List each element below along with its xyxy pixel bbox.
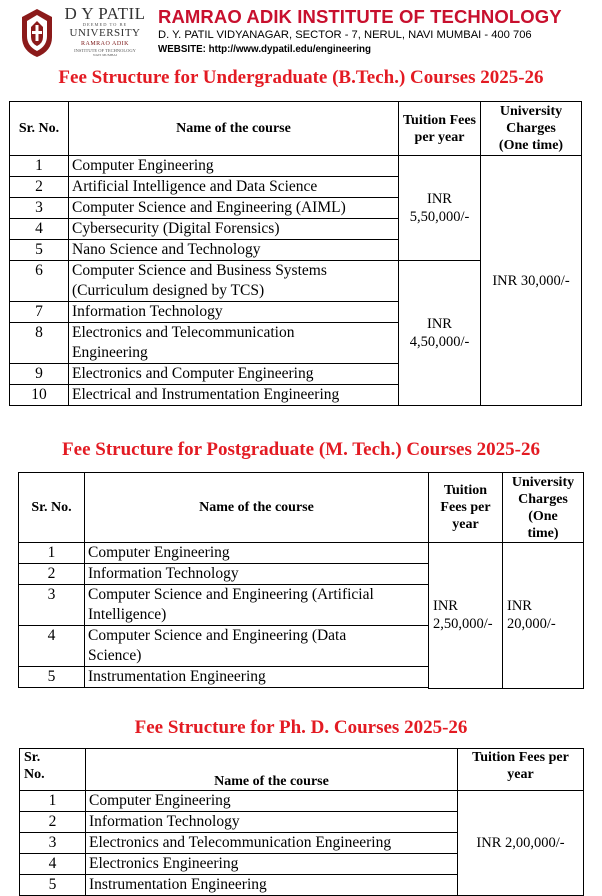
sr-no: 7 <box>10 302 69 323</box>
table-row <box>10 156 582 177</box>
tuition-fee-group-2: INR 4,50,000/- <box>399 261 481 406</box>
sr-no: 4 <box>10 219 69 240</box>
ug-title: Fee Structure for Undergraduate (B.Tech.) Courses 2025-26 <box>58 67 544 88</box>
header-course-name: Name of the course <box>85 473 429 543</box>
course-name: Electronics and Telecommunication Engineering <box>86 833 458 854</box>
institute-name: RAMRAO ADIK INSTITUTE OF TECHNOLOGY <box>158 6 562 27</box>
course-name: Artificial Intelligence and Data Science <box>69 177 399 198</box>
university-logo <box>4 3 152 63</box>
sr-no: 2 <box>19 564 85 585</box>
header-course-name: Name of the course <box>69 102 399 156</box>
header-sr-no: Sr. No. <box>10 102 69 156</box>
logo-university: UNIVERSITY <box>69 26 141 39</box>
course-name: Information Technology <box>85 564 429 585</box>
sr-no: 2 <box>20 812 86 833</box>
sr-no: 5 <box>10 240 69 261</box>
sr-no: 9 <box>10 364 69 385</box>
phd-title: Fee Structure for Ph. D. Courses 2025-26 <box>134 717 468 738</box>
sr-no: 2 <box>10 177 69 198</box>
sr-no: 3 <box>19 585 85 626</box>
sr-no: 4 <box>19 626 85 667</box>
sr-no: 10 <box>10 385 69 406</box>
spacer-cell <box>19 688 85 689</box>
header-sr-no: Sr. No. <box>19 473 85 543</box>
sr-no: 5 <box>20 875 86 896</box>
logo-wordmark <box>60 5 150 58</box>
logo-ramrao: RAMRAO ADIK <box>80 40 129 47</box>
table-header-row <box>19 473 584 543</box>
logo-location: NAVI MUMBAI <box>93 53 117 57</box>
logo-main: D Y PATIL <box>64 4 146 23</box>
header-sr-no: Sr. No. <box>20 749 86 791</box>
table-row <box>20 791 584 812</box>
course-name: Electrical and Instrumentation Engineering <box>69 385 399 406</box>
table-row <box>19 543 584 564</box>
course-name: Computer Science and Business Systems (Curriculum designed by TCS) <box>69 261 399 302</box>
sr-no: 4 <box>20 854 86 875</box>
sr-no: 1 <box>19 543 85 564</box>
header-tuition: Tuition Fees per year <box>458 749 584 791</box>
university-charges: INR 20,000/- <box>503 543 584 689</box>
pg-fee-table <box>18 472 584 689</box>
sr-no: 6 <box>10 261 69 302</box>
course-name: Information Technology <box>69 302 399 323</box>
course-name: Nano Science and Technology <box>69 240 399 261</box>
course-name: Instrumentation Engineering <box>85 667 429 688</box>
sr-no: 1 <box>20 791 86 812</box>
logo-institute: INSTITUTE OF TECHNOLOGY <box>74 47 136 53</box>
course-name: Electronics and Telecommunication Engineering <box>69 323 399 364</box>
table-header-row <box>20 749 584 791</box>
logo-deemed: DEEMED TO BE <box>82 22 128 27</box>
header-tuition: Tuition Fees per year <box>429 473 503 543</box>
crest-icon <box>20 7 54 59</box>
course-name: Computer Engineering <box>85 543 429 564</box>
ug-fee-table <box>9 101 582 406</box>
table-header-row <box>10 102 582 156</box>
tuition-fee: INR 2,50,000/- <box>429 543 503 689</box>
course-name: Electronics Engineering <box>86 854 458 875</box>
spacer-cell <box>85 688 429 689</box>
header-course-name: Name of the course <box>86 749 458 791</box>
tuition-fee-group-1: INR 5,50,000/- <box>399 156 481 261</box>
institute-website: WEBSITE: http://www.dypatil.edu/engineering <box>158 44 371 55</box>
header-university-charges: University Charges (One time) <box>503 473 584 543</box>
sr-no: 5 <box>19 667 85 688</box>
header-university-charges: University Charges (One time) <box>481 102 582 156</box>
course-name: Information Technology <box>86 812 458 833</box>
course-name: Computer Science and Engineering (Artificial Intelligence) <box>85 585 429 626</box>
phd-fee-table <box>19 748 584 896</box>
letterhead <box>0 0 602 64</box>
pg-title: Fee Structure for Postgraduate (M. Tech.) Courses 2025-26 <box>62 439 540 460</box>
course-name: Computer Engineering <box>86 791 458 812</box>
institute-address: D. Y. PATIL VIDYANAGAR, SECTOR - 7, NERUL, NAVI MUMBAI - 400 706 <box>158 29 532 41</box>
course-name: Instrumentation Engineering <box>86 875 458 896</box>
course-name: Computer Science and Engineering (Data Science) <box>85 626 429 667</box>
tuition-fee: INR 2,00,000/- <box>458 791 584 896</box>
sr-no: 3 <box>20 833 86 854</box>
university-charges: INR 30,000/- <box>481 156 582 406</box>
sr-no: 8 <box>10 323 69 364</box>
course-name: Electronics and Computer Engineering <box>69 364 399 385</box>
course-name: Computer Engineering <box>69 156 399 177</box>
course-name: Computer Science and Engineering (AIML) <box>69 198 399 219</box>
header-tuition: Tuition Fees per year <box>399 102 481 156</box>
course-name: Cybersecurity (Digital Forensics) <box>69 219 399 240</box>
sr-no: 1 <box>10 156 69 177</box>
sr-no: 3 <box>10 198 69 219</box>
